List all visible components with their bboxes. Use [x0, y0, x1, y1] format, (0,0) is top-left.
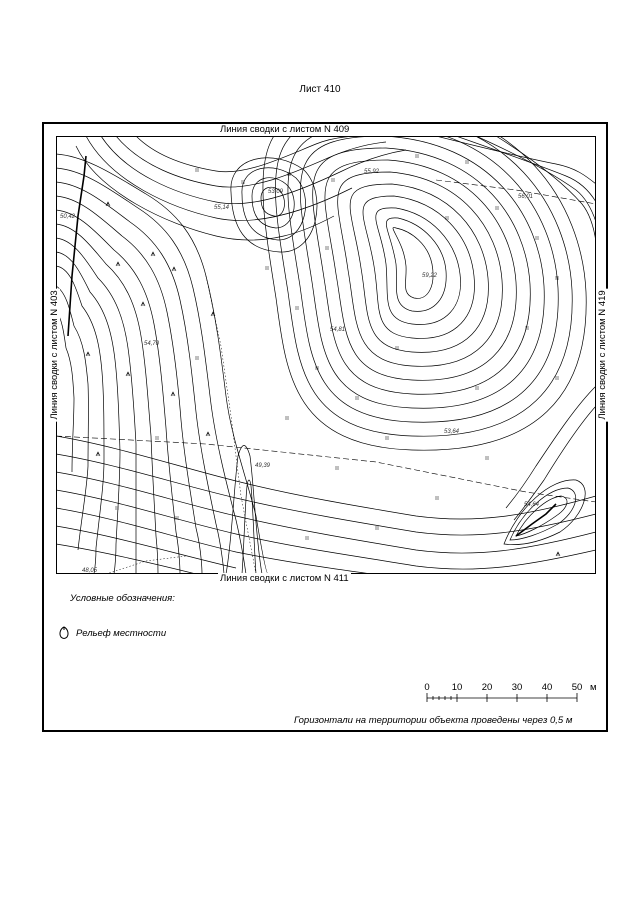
legend-item-label: Рельеф местности: [76, 627, 167, 639]
contour-group-southeast: [504, 386, 596, 545]
meadow-icon: [376, 526, 378, 530]
meadow-icon: [336, 466, 338, 470]
meadow-icon: [386, 436, 388, 440]
meadow-icon: [536, 236, 538, 240]
meadow-icon: [196, 356, 198, 360]
grass-icon: [172, 267, 176, 271]
meadow-icon: [326, 246, 328, 250]
spot-elevation: 55,92: [364, 169, 380, 175]
grass-icon: [556, 552, 560, 556]
meadow-icon: [416, 154, 418, 158]
legend-title: Условные обозначения:: [70, 593, 175, 604]
spot-elevation: 48,05: [82, 568, 98, 574]
spot-elevation: 54,64: [524, 502, 540, 508]
meadow-icon: [156, 436, 158, 440]
meadow-icon: [266, 266, 268, 270]
grass-icon: [106, 202, 110, 206]
scale-unit: м: [590, 682, 597, 693]
spot-elevation: 54,70: [144, 341, 160, 347]
grass-icon: [96, 452, 100, 456]
grass-icon: [126, 372, 130, 376]
scale-tick-label: 0: [424, 682, 430, 693]
meadow-icon: [286, 416, 288, 420]
spot-elevation: 56,01: [518, 194, 534, 200]
meadow-icon: [466, 160, 468, 164]
dashed-boundary-east-west: [56, 436, 596, 502]
scale-bar: [420, 680, 610, 708]
grass-icon: [86, 352, 90, 356]
grass-icon: [141, 302, 145, 306]
edge-label-right: Линия сводки с листом N 419: [597, 290, 608, 420]
meadow-icon: [486, 456, 488, 460]
spot-elevation: 55,14: [214, 205, 230, 211]
spot-elevation: 59,22: [422, 273, 438, 279]
meadow-icon: [332, 178, 334, 182]
dashed-boundary-north: [436, 180, 596, 204]
contour-group-north: [76, 136, 596, 242]
spot-elevation: 49,39: [255, 463, 271, 469]
grass-icon: [206, 432, 210, 436]
meadow-icon: [556, 376, 558, 380]
sheet-title: Лист 410: [299, 84, 341, 95]
spot-elevation: 53,09: [268, 189, 284, 195]
grass-icon: [151, 252, 155, 256]
edge-label-top: Линия сводки с листом N 409: [220, 124, 350, 135]
scale-tick-label: 30: [511, 682, 523, 693]
legend-item: [58, 626, 166, 640]
edge-label-left: Линия сводки с листом N 403: [49, 290, 60, 420]
contour-group-west: [56, 154, 268, 574]
contour-map: [56, 136, 596, 574]
contour-interval-note: Горизонтали на территории объекта проведены через 0,5 м: [294, 715, 573, 726]
grass-icon: [171, 392, 175, 396]
index-line-northwest: [68, 156, 86, 336]
meadow-icon: [296, 306, 298, 310]
edge-label-bottom: Линия сводки с листом N 411: [220, 573, 349, 584]
grass-icon: [116, 262, 120, 266]
meadow-icon: [496, 206, 498, 210]
dotted-boundary-road-2: [106, 556, 186, 574]
meadow-icon: [306, 536, 308, 540]
meadow-icon: [476, 386, 478, 390]
spot-elevation: 50,42: [60, 214, 76, 220]
scale-tick-label: 10: [451, 682, 463, 693]
spot-elevation: 53,64: [444, 429, 460, 435]
meadow-icon: [356, 396, 358, 400]
scale-tick-label: 40: [541, 682, 553, 693]
scale-tick-label: 20: [481, 682, 493, 693]
spot-elevation-layer: [60, 169, 540, 574]
meadow-icon: [436, 496, 438, 500]
meadow-icon: [196, 168, 198, 172]
scale-tick-label: 50: [571, 682, 583, 693]
spot-elevation: 54,81: [330, 327, 346, 333]
contour-group-hill-east: [263, 136, 586, 450]
relief-contour-icon: [58, 626, 70, 640]
